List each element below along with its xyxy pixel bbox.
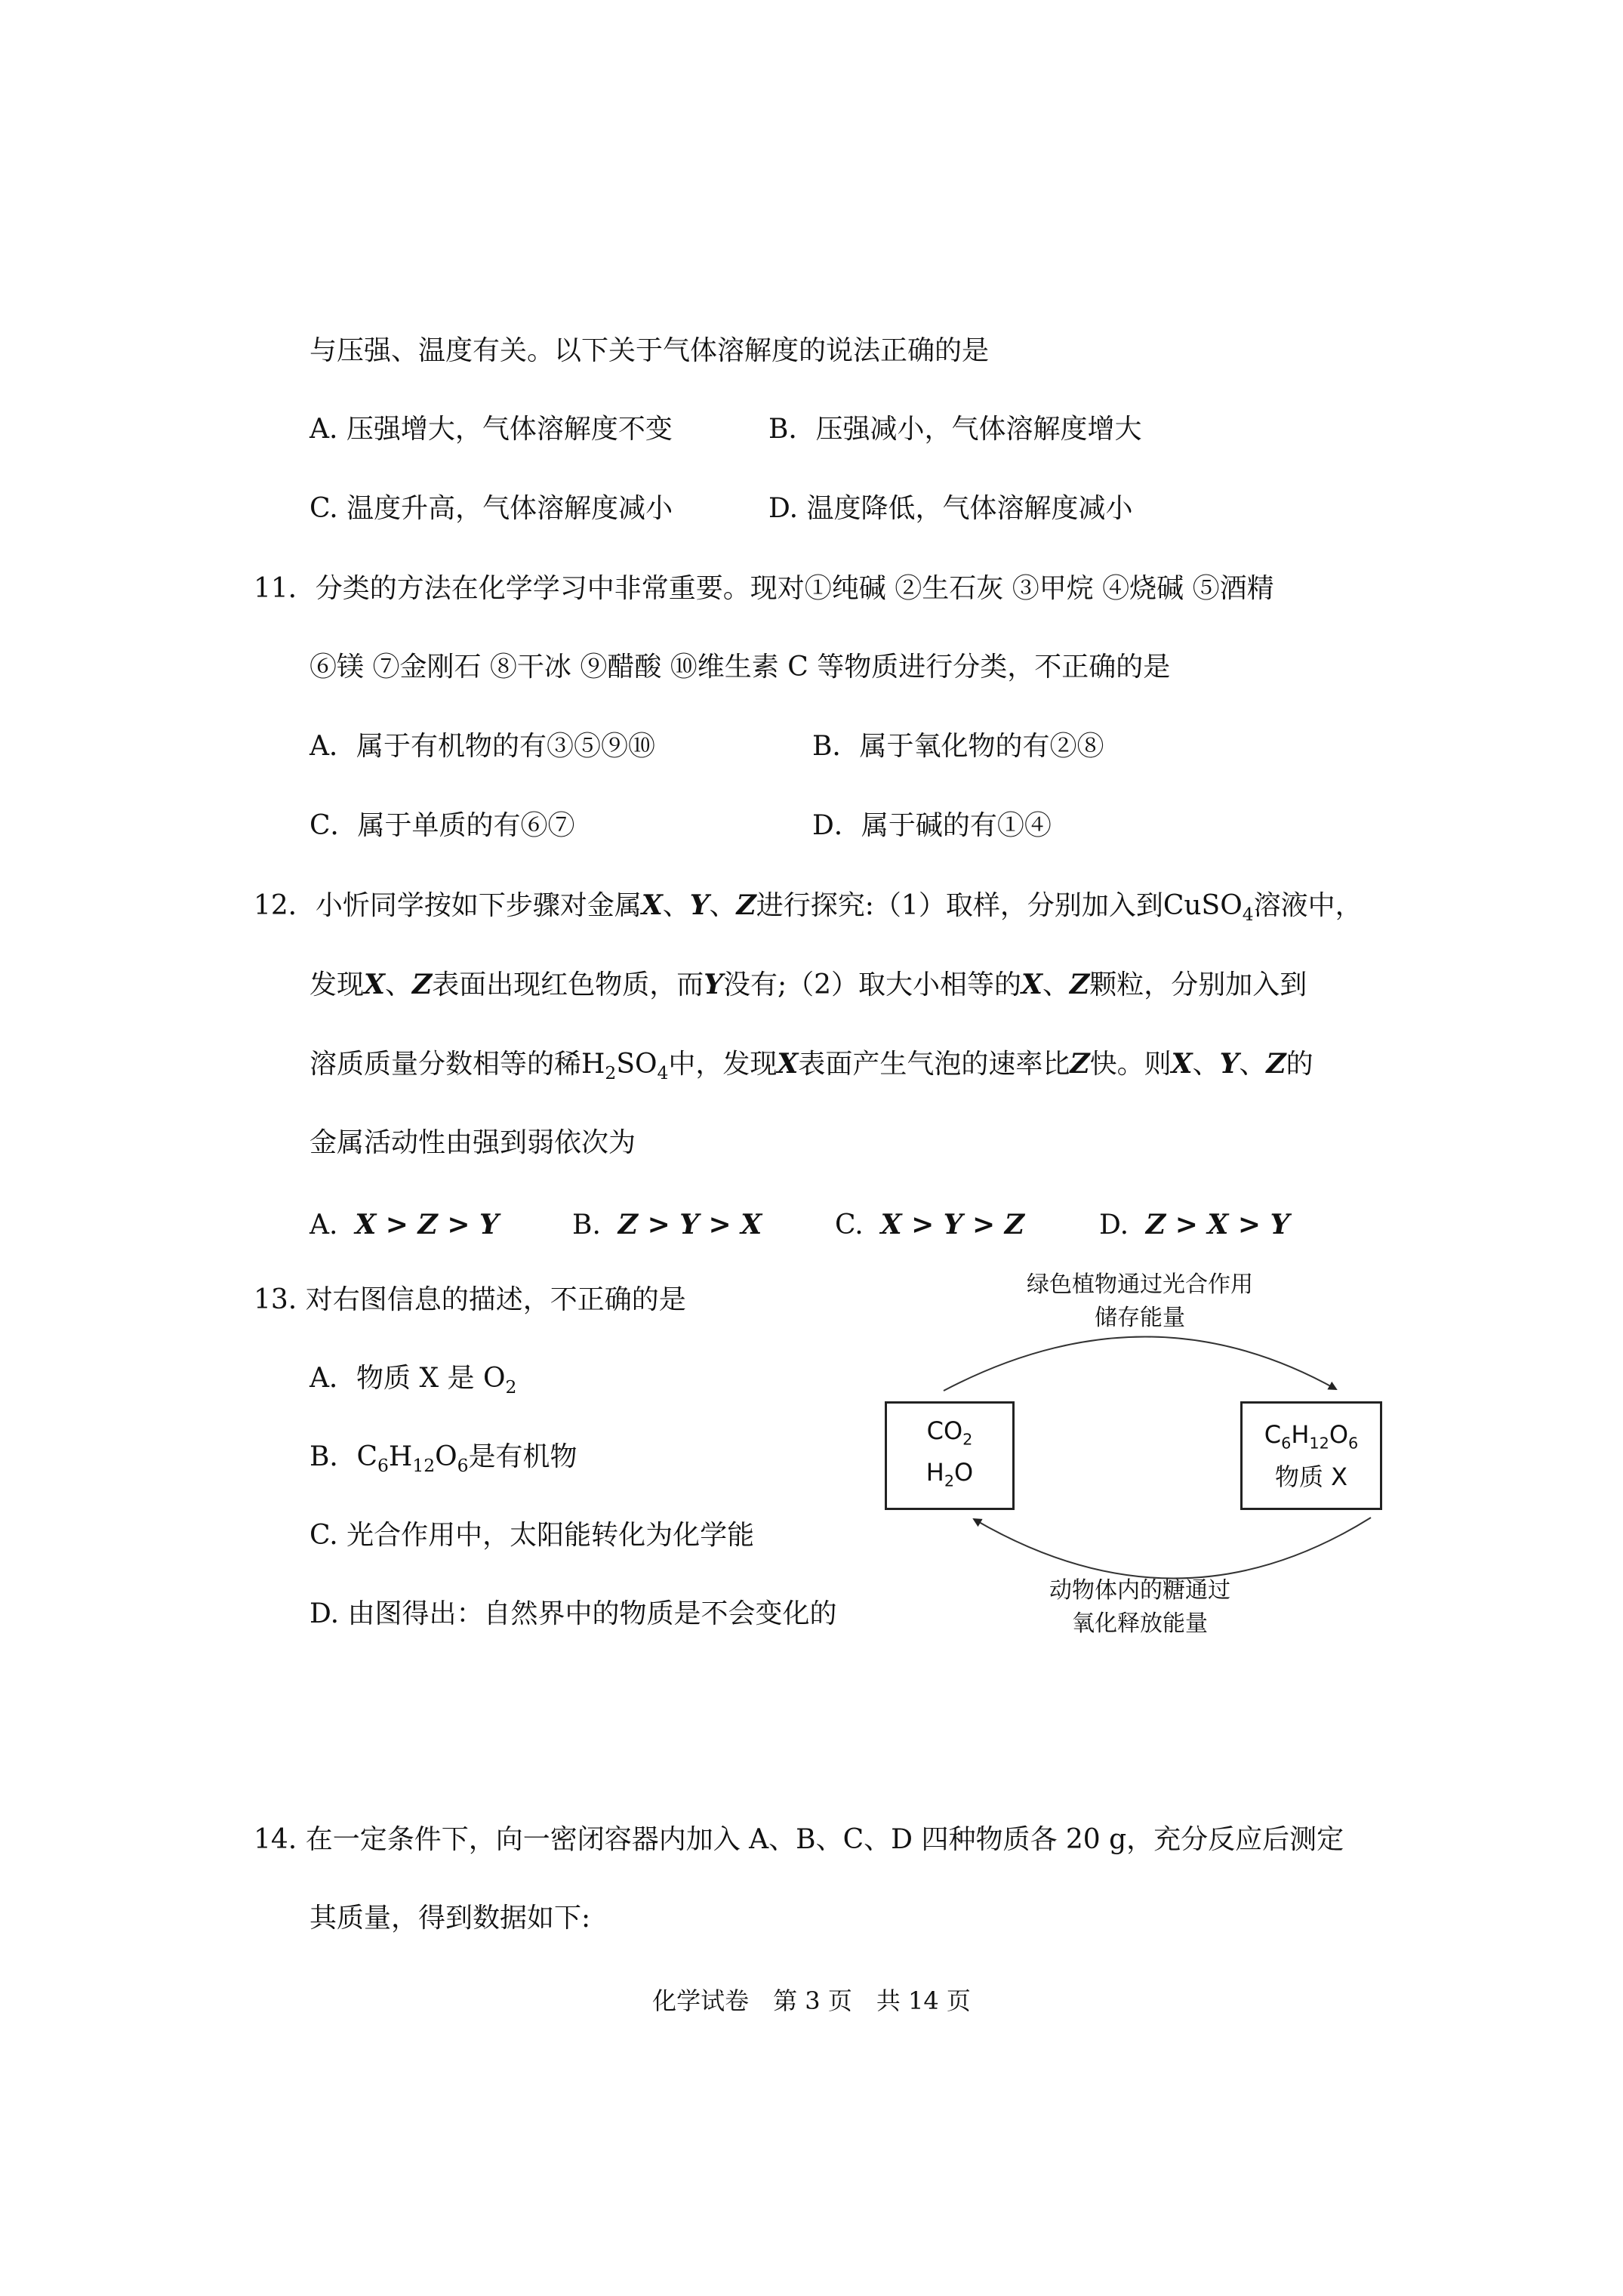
diagram-bottom-caption: 动物体内的糖通过 氧化释放能量: [1049, 1577, 1230, 1637]
q10-option-c: C. 温度升高，气体溶解度减小: [310, 493, 673, 524]
arrow-photosynthesis: [944, 1336, 1336, 1391]
page-footer: 化学试卷 第 3 页 共 14 页: [652, 1986, 971, 2015]
q12-line2: 发现X、Z表面出现红色物质，而Y没有;（2）取大小相等的X、Z颗粒，分别加入到: [310, 969, 1307, 1000]
q12-option-d: D. Z > X > Y: [1099, 1209, 1290, 1240]
q11-option-b: B．属于氧化物的有②⑧: [812, 731, 1104, 762]
q11-option-a: A．属于有机物的有③⑤⑨⑩: [310, 731, 655, 762]
q10-option-b: B．压强减小，气体溶解度增大: [768, 414, 1142, 445]
q11-option-d: D．属于碱的有①④: [812, 810, 1052, 841]
q13-option-a: A．物质 X 是 $O_2$: [310, 1363, 517, 1398]
q13-option-b: B．$C_6H_{12}O_6$是有机物: [310, 1441, 577, 1477]
diagram-right-box: $C_6H_{12}O_6$ 物质 X: [1240, 1401, 1382, 1510]
q14-stem-line1: 14. 在一定条件下，向一密闭容器内加入 A、B、C、D 四种物质各 20 g，充分反应后测定: [254, 1824, 1344, 1855]
q12-option-c: C. X > Y > Z: [835, 1209, 1024, 1240]
q12-line3: 溶质质量分数相等的稀$H_2SO_4$中，发现X表面产生气泡的速率比Z快。则X、Y、Z的: [310, 1048, 1313, 1084]
q10-option-a: A. 压强增大，气体溶解度不变: [310, 414, 673, 445]
q13-stem: 13. 对右图信息的描述，不正确的是: [254, 1284, 686, 1315]
q12-option-b: B. Z > Y > X: [572, 1209, 762, 1240]
q10-option-d: D. 温度降低，气体溶解度减小: [768, 493, 1133, 524]
q11-stem-line2: ⑥镁 ⑦金刚石 ⑧干冰 ⑨醋酸 ⑩维生素 C 等物质进行分类，不正确的是: [310, 652, 1171, 683]
q13-option-c: C. 光合作用中，太阳能转化为化学能: [310, 1520, 755, 1551]
q13-option-d: D. 由图得出：自然界中的物质是不会变化的: [310, 1598, 837, 1629]
q11-option-c: C．属于单质的有⑥⑦: [310, 810, 575, 841]
q11-stem-line1: 11．分类的方法在化学学习中非常重要。现对①纯碱 ②生石灰 ③甲烷 ④烧碱 ⑤酒精: [254, 573, 1274, 604]
q12-line1: 12．小忻同学按如下步骤对金属X、Y、Z进行探究:（1）取样，分别加入到CuSO$_4$溶液中，: [254, 889, 1363, 926]
q12-line4: 金属活动性由强到弱依次为: [310, 1127, 636, 1158]
arrow-oxidation: [974, 1518, 1371, 1579]
q14-stem-line2: 其质量，得到数据如下:: [310, 1903, 591, 1934]
q10-stem: 与压强、温度有关。以下关于气体溶解度的说法正确的是: [310, 335, 990, 366]
diagram-top-caption: 绿色植物通过光合作用 储存能量: [1027, 1271, 1253, 1331]
diagram-left-box: $CO_2$ $H_2O$: [885, 1401, 1015, 1510]
q12-option-a: A. X > Z > Y: [310, 1209, 499, 1240]
